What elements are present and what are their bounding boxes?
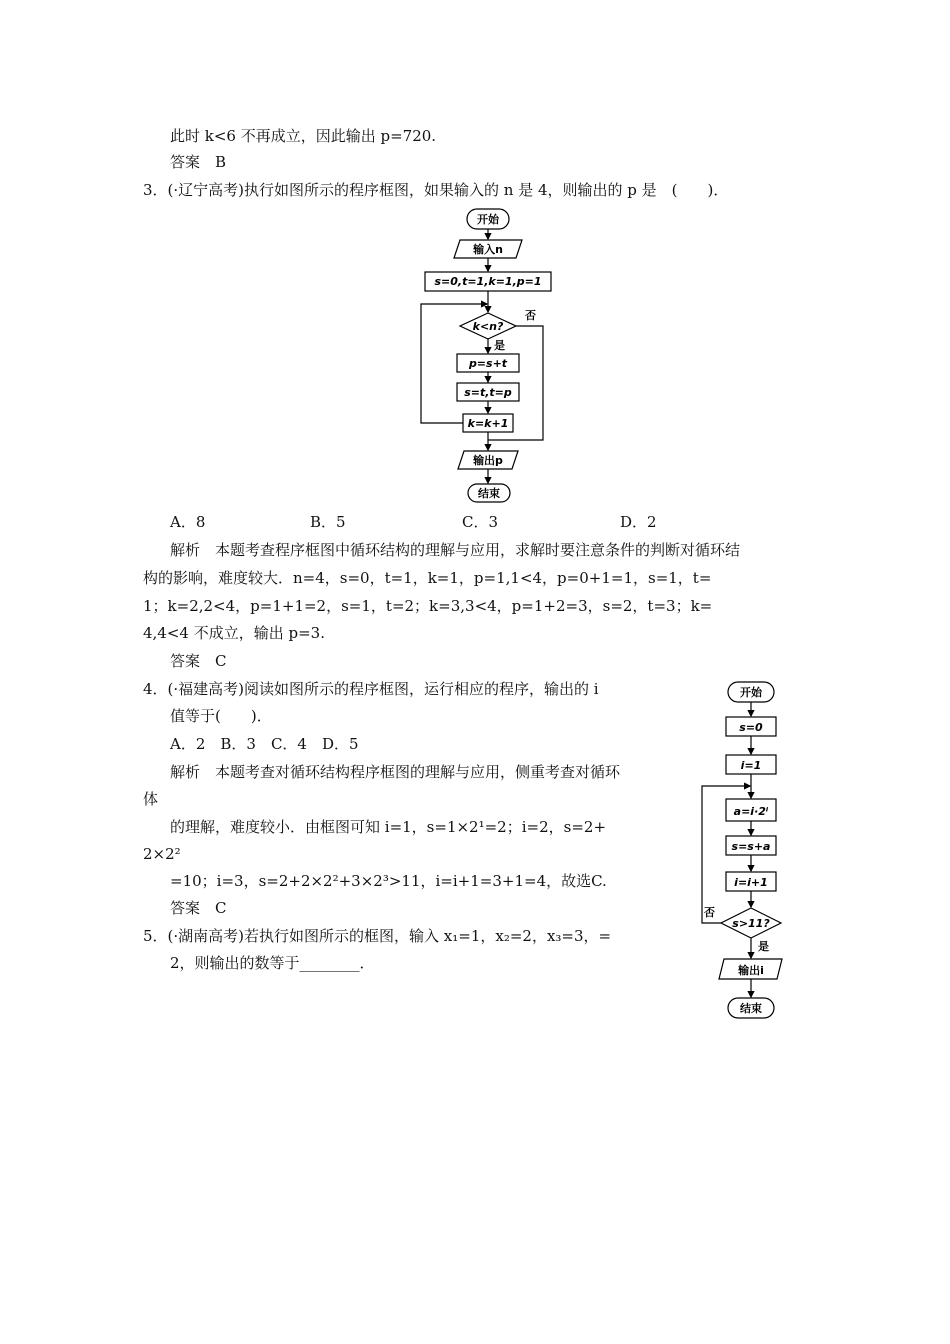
text-line: 此时 k<6 不再成立，因此输出 p=720. — [170, 127, 437, 145]
options-line: A．2 B．3 C．4 D．5 — [170, 735, 359, 753]
question-5: 5．(·湖南高考)若执行如图所示的框图，输入 x₁=1，x₂=2，x₃=3，= — [143, 927, 612, 945]
fc2-i1: i=1 — [740, 759, 762, 772]
analysis-line: 解析 本题考查程序框图中循环结构的理解与应用，求解时要注意条件的判断对循环结 — [170, 541, 741, 559]
fc1-no-label: 否 — [525, 309, 536, 322]
fc2-output: 输出i — [738, 964, 764, 977]
question-4-cont: 值等于( )． — [170, 707, 272, 725]
option-d: D．2 — [620, 513, 657, 531]
fc2-end: 结束 — [740, 1002, 762, 1015]
analysis-line: 解析 本题考查对循环结构程序框图的理解与应用，侧重考查对循环 — [170, 763, 621, 781]
analysis-line: =10；i=3，s=2+2×2²+3×2³>11，i=i+1=3+1=4，故选C. — [170, 872, 607, 890]
question-4: 4．(·福建高考)阅读如图所示的程序框图，运行相应的程序，输出的 i — [143, 680, 599, 698]
analysis-line: 2×2² — [143, 845, 181, 863]
flowchart-1 — [415, 205, 575, 505]
fc1-step2: s=t,t=p — [464, 386, 512, 399]
fc1-input: 输入n — [473, 243, 503, 256]
fc1-step3: k=k+1 — [467, 417, 509, 430]
flowchart-2 — [698, 678, 798, 1028]
fc2-no-label: 否 — [704, 906, 715, 919]
analysis-line: 体 — [143, 790, 159, 808]
analysis-line: 构的影响，难度较大．n=4，s=0，t=1，k=1，p=1,1<4，p=0+1=1，s=1，t= — [143, 569, 712, 587]
fc2-a: a=i·2ⁱ — [733, 805, 769, 818]
analysis-line: 1；k=2,2<4，p=1+1=2，s=1，t=2；k=3,3<4，p=1+2=3，s=2，t=3；k= — [143, 597, 713, 615]
option-b: B．5 — [310, 513, 346, 531]
option-c: C．3 — [462, 513, 499, 531]
fc2-start: 开始 — [740, 686, 762, 699]
fc1-output: 输出p — [473, 454, 503, 467]
answer-line: 答案 B — [170, 153, 227, 171]
fc2-condition: s>11? — [732, 917, 770, 930]
fc1-yes-label: 是 — [494, 339, 505, 352]
fc2-s: s=s+a — [731, 840, 771, 853]
fc1-condition: k<n? — [472, 320, 504, 333]
answer-line: 答案 C — [170, 899, 227, 917]
analysis-line: 的理解，难度较小．由框图可知 i=1，s=1×2¹=2；i=2，s=2+ — [170, 818, 607, 836]
analysis-line: 4,4<4 不成立，输出 p=3. — [143, 624, 325, 642]
fc1-end: 结束 — [478, 487, 500, 500]
answer-line: 答案 C — [170, 652, 227, 670]
fc2-inc: i=i+1 — [734, 876, 768, 889]
question-3: 3．(·辽宁高考)执行如图所示的程序框图，如果输入的 n 是 4，则输出的 p 是 ( )． — [143, 181, 729, 199]
fc1-step1: p=s+t — [468, 357, 508, 370]
fc1-start: 开始 — [477, 213, 499, 226]
question-5-cont: 2，则输出的数等于________． — [170, 954, 375, 972]
fc2-yes-label: 是 — [758, 940, 769, 953]
option-a: A．8 — [170, 513, 206, 531]
fc1-init: s=0,t=1,k=1,p=1 — [434, 275, 542, 288]
fc2-s0: s=0 — [739, 721, 763, 734]
